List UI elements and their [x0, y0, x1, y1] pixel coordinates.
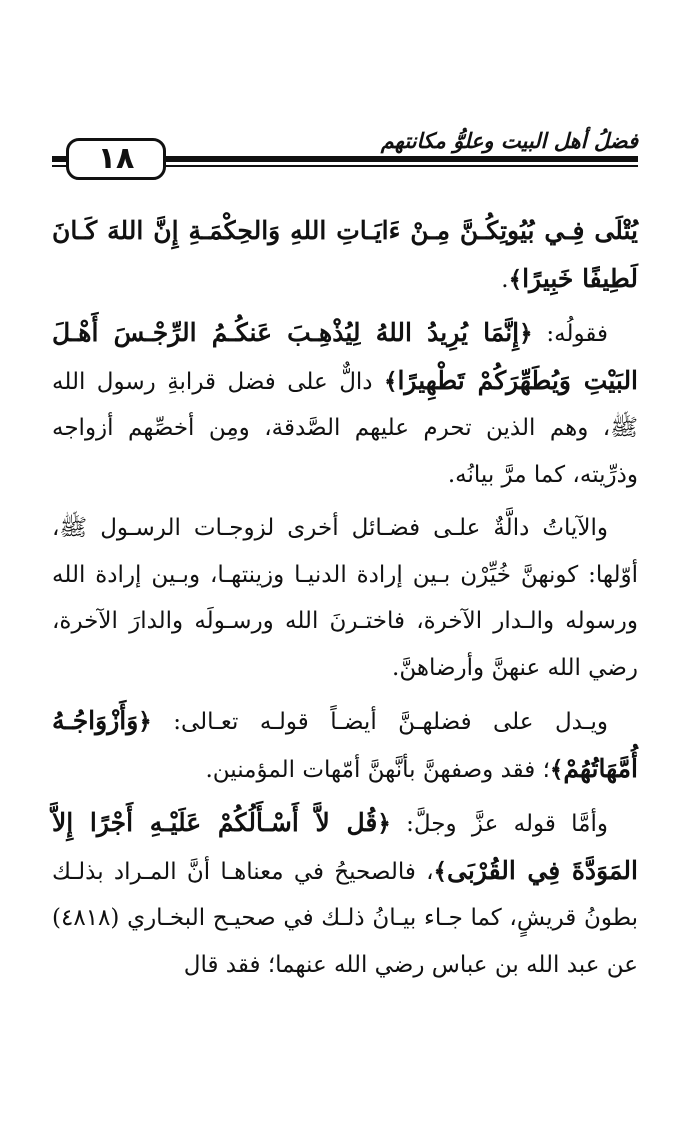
running-title: فضلُ أهل البيت وعلوُّ مكانتهم: [380, 128, 638, 153]
paragraph-text: ؛ فقد وصفهنَّ بأنَّهنَّ أمّهات المؤمنين.: [205, 756, 550, 783]
ornate-bracket: ﴾: [508, 265, 523, 293]
page-header: [52, 128, 638, 190]
paragraph-text: وأمَّا قوله عزَّ وجلَّ:: [390, 811, 608, 837]
quran-verse: يُتْلَى فِـي بُيُوتِكُـنَّ مِـنْ ءَايَـاتِ اللهِ وَالحِكْمَـةِ إِنَّ اللهَ كَـانَ لَطِيفًا خَبِيرًا: [52, 216, 638, 293]
quran-verse: إِنَّمَا يُرِيدُ اللهُ لِيُذْهِـبَ عَنكُـمُ الرِّجْـسَ أَهْـلَ البَيْتِ وَيُطَهِّرَكُمْ تَطْهِيرًا: [52, 318, 639, 395]
paragraph-text: فقولُه:: [532, 321, 608, 347]
paragraph-p1: [52, 208, 638, 303]
paragraph-text: دالٌّ على فضل قرابةِ رسول الله ﷺ، وهم الذين تحرم عليهم الصَّدقة، ومِن أخصِّهم أزواجه وذرِّيته، كما مرَّ بيانُه.: [52, 368, 638, 488]
paragraph-p4: [52, 698, 638, 793]
paragraph-p3: [52, 505, 638, 691]
paragraph-text: ، فالصحيحُ في معناهـا أنَّ المـراد بذلـك بطونُ قريشٍ، كما جـاء بيـانُ ذلـك في صحيـح البخـاري (٤٨١٨) عن عبد الله بن عباس رضي الله عنهما؛ فقد قال: [52, 858, 638, 978]
ornate-bracket: ﴿: [377, 810, 391, 837]
paragraph-text: .: [501, 266, 509, 293]
quran-verse: قُل لاَّ أَسْـأَلُكُمْ عَلَيْـهِ أَجْرًا إِلاَّ المَوَدَّةَ فِي القُرْبَى: [52, 808, 638, 885]
ornate-bracket: ﴾: [433, 857, 447, 885]
page-number-box: [52, 138, 182, 182]
ornate-bracket: ﴿: [138, 708, 152, 735]
paragraph-p5: [52, 800, 638, 988]
ornate-bracket: ﴾: [383, 367, 398, 395]
paragraph-text: ويـدل على فضلهـنَّ أيضـاً قولـه تعـالى:: [151, 709, 608, 735]
body-text: [52, 208, 638, 995]
quran-verse: وَأَزْوَاجُـهُ أُمَّهَاتُهُمْ: [52, 706, 638, 783]
ornate-bracket: ﴿: [519, 320, 533, 347]
paragraph-p2: [52, 310, 638, 498]
ornate-bracket: ﴾: [549, 755, 564, 783]
page-number: ١٨: [97, 141, 135, 176]
paragraph-text: والآياتُ دالَّةٌ علـى فضـائل أخرى لزوجـات الرسـول ﷺ، أوّلها: كونهنَّ خُيِّرْن بـين إرادة الدنيـا وزينتهـا، وبـين إرادة الله ورسوله والـدار الآخرة، فاختـرنَ الله ورسـولَه والدارَ الآخرة، رضي الله عنهنَّ وأرضاهنَّ.: [52, 515, 638, 681]
